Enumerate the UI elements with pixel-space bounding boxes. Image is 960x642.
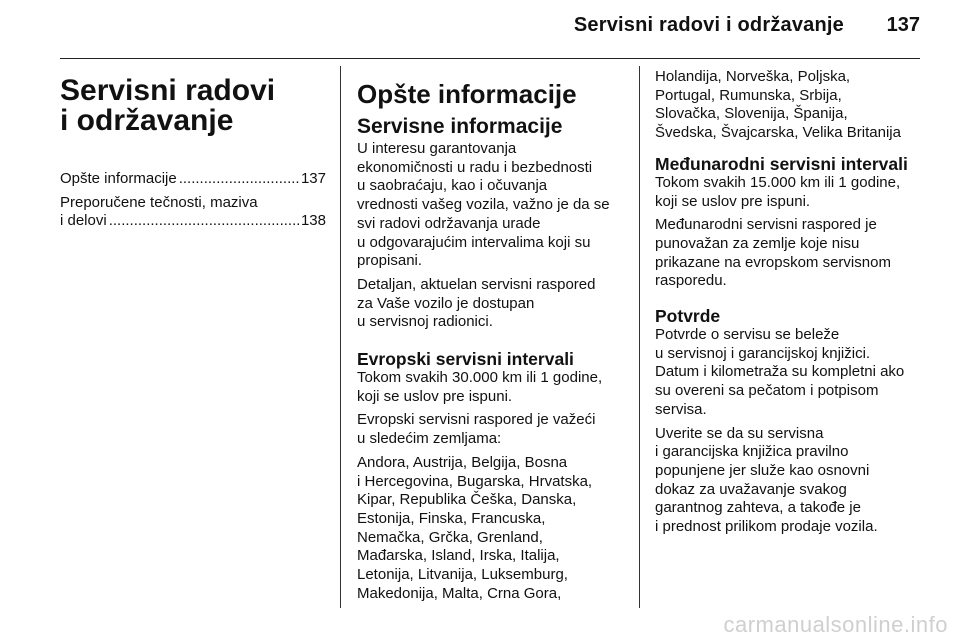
- chapter-column: [60, 68, 326, 236]
- main-column: [357, 68, 625, 608]
- paragraph: Tokom svakih 15.000 km ili 1 godine, koji se uslov pre ispuni.: [655, 173, 901, 210]
- paragraph: Potvrde o servisu se beleže u servisnoj i garancijskoj knjižici. Datum i kilometraža su kompletni ako su overeni sa pečatom i potpisom servisa.: [655, 326, 905, 418]
- chapter-title: Servisni radovi i održavanje: [60, 74, 276, 137]
- subsection-heading-service-info: Servisne informacije: [357, 115, 563, 138]
- toc-entry-label: i delovi: [60, 212, 107, 229]
- subsection-heading-european-intervals: Evropski servisni intervali: [357, 349, 574, 370]
- paragraph: Tokom svakih 30.000 km ili 1 godine, koji se uslov pre ispuni.: [357, 369, 603, 405]
- page-header: [0, 0, 960, 60]
- subsection-heading-international-intervals: Međunarodni servisni intervali: [655, 153, 908, 174]
- toc-entry-label: Opšte informacije: [60, 170, 177, 187]
- toc-leader-dots: [179, 170, 299, 189]
- running-header-title: Servisni radovi i održavanje: [573, 14, 844, 36]
- toc-leader-dots: [109, 212, 299, 231]
- paragraph: Uverite se da su servisna i garancijska knjižica pravilno popunjene jer služe kao osnovni dokaz za uvažavanje svakog garantnog zahteva, a takođe je i prednost prilikom prodaje vozila.: [655, 424, 878, 536]
- header-divider: [60, 58, 920, 59]
- right-column: [655, 68, 923, 542]
- paragraph: Evropski servisni raspored je važeći u sledećim zemljama:: [357, 411, 596, 448]
- paragraph: Međunarodni servisni raspored je punovažan za zemlje koje nisu prikazane na evropskom servisnom rasporedu.: [655, 216, 891, 290]
- column-divider-right: [639, 66, 640, 608]
- table-of-contents: [60, 170, 326, 231]
- toc-entry[interactable]: [60, 170, 326, 189]
- toc-entry-page: 137: [300, 170, 326, 187]
- toc-entry-label-line1: Preporučene tečnosti, maziva: [60, 193, 258, 211]
- subsection-heading-confirmations: Potvrde: [655, 306, 721, 327]
- toc-entry-page: 138: [300, 212, 326, 229]
- section-heading: Opšte informacije: [357, 79, 577, 109]
- column-divider-left: [340, 66, 341, 608]
- paragraph: U interesu garantovanja ekonomičnosti u radu i bezbednosti u saobraćaju, kao i očuvanja vrednosti vašeg vozila, važno je da se svi radovi održavanja urade u odgovarajućim intervalima koji su propisani.: [357, 140, 610, 270]
- toc-entry[interactable]: [60, 194, 326, 231]
- paragraph: Detaljan, aktuelan servisni raspored za Vaše vozilo je dostupan u servisnoj radionici.: [357, 275, 596, 331]
- page-number: 137: [886, 14, 920, 36]
- country-list: Andora, Austrija, Belgija, Bosna i Hercegovina, Bugarska, Hrvatska, Kipar, Republika Češka, Danska, Estonija, Finska, Francuska, Nemačka, Grčka, Grenland, Mađarska, Island, Irska, Italija, Letonija, Litvanija, Luksemburg, Makedonija, Malta, Crna Gora,: [357, 453, 593, 602]
- watermark: carmanualsonline.info: [723, 612, 948, 637]
- country-list-continued: Holandija, Norveška, Poljska, Portugal, Rumunska, Srbija, Slovačka, Slovenija, Španija, Švedska, Švajcarska, Velika Britanija: [655, 68, 901, 142]
